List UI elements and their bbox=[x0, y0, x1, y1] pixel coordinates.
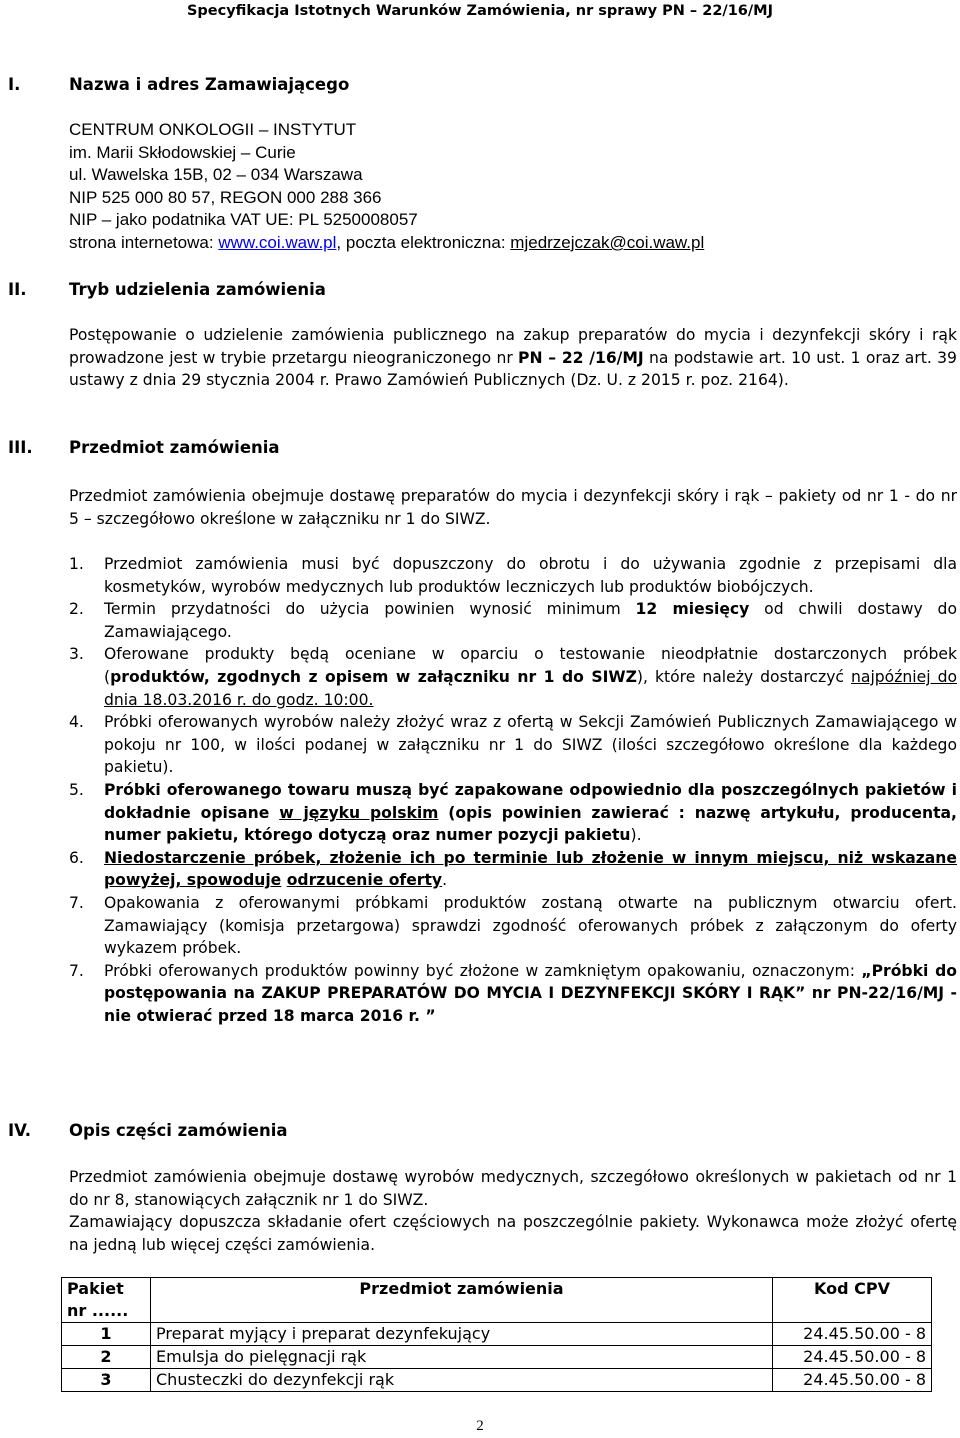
email-link[interactable]: mjedrzejczak@coi.waw.pl bbox=[510, 232, 705, 252]
cell-cpv: 24.45.50.00 - 8 bbox=[773, 1346, 932, 1369]
cell-cpv: 24.45.50.00 - 8 bbox=[773, 1323, 932, 1346]
cell-package-nr: 3 bbox=[62, 1369, 151, 1392]
section-2-title: Tryb udzielenia zamówienia bbox=[69, 280, 326, 299]
table-header-row bbox=[62, 1278, 932, 1323]
cell-package-nr: 2 bbox=[62, 1346, 151, 1369]
address-block bbox=[69, 119, 704, 255]
cell-subject: Preparat myjący i preparat dezynfekujący bbox=[151, 1323, 773, 1346]
list-item: 2. Termin przydatności do użycia powinien wynosić minimum 12 miesięcy od chwili dostawy do Zamawiającego. bbox=[69, 600, 957, 641]
running-header: Specyfikacja Istotnych Warunków Zamówienia, nr sprawy PN – 22/16/MJ bbox=[186, 3, 774, 19]
cell-package-nr: 1 bbox=[62, 1323, 151, 1346]
requirements-list bbox=[69, 553, 957, 1027]
header-package-nr: Pakiet nr ...... bbox=[62, 1278, 151, 1323]
cell-subject: Emulsja do pielęgnacji rąk bbox=[151, 1346, 773, 1369]
address-line: NIP – jako podatnika VAT UE: PL 5250008057 bbox=[69, 210, 418, 230]
page-number: 2 bbox=[476, 1418, 484, 1434]
section-4-paragraph: Przedmiot zamówienia obejmuje dostawę wyrobów medycznych, szczegółowo określonych w pakietach od nr 1 do nr 8, stanowiących załącznik nr 1 do SIWZ. Zamawiający dopuszcza składanie ofert częściowych na poszczególnie pakiety. Wykonawca może złożyć ofertę na jedną lub więcej części zamówienia. bbox=[69, 1168, 957, 1254]
address-line: ul. Wawelska 15B, 02 – 034 Warszawa bbox=[69, 165, 363, 185]
case-number: PN – 22 /16/MJ bbox=[518, 348, 644, 367]
table-row bbox=[62, 1323, 932, 1346]
address-line: CENTRUM ONKOLOGII – INSTYTUT bbox=[69, 120, 357, 139]
table-row bbox=[62, 1369, 932, 1392]
cell-subject: Chusteczki do dezynfekcji rąk bbox=[151, 1369, 773, 1392]
section-4-number: IV. bbox=[8, 1121, 32, 1140]
web-label: strona internetowa: bbox=[69, 232, 219, 252]
list-item: 7. Opakowania z oferowanymi próbkami produktów zostaną otwarte na publicznym otwarciu ofert. Zamawiający (komisja przetargowa) sprawdzi zgodność oferowanych próbek z załączonym do oferty wykazem próbek. bbox=[69, 893, 957, 958]
header-cpv: Kod CPV bbox=[773, 1278, 932, 1323]
section-2-number: II. bbox=[8, 280, 27, 299]
list-item: 1. Przedmiot zamówienia musi być dopuszczony do obrotu i do używania zgodnie z przepisami dla kosmetyków, wyrobów medycznych lub produktów leczniczych lub produktów biobójczych. bbox=[69, 555, 957, 596]
packages-table bbox=[61, 1277, 932, 1392]
section-3-title: Przedmiot zamówienia bbox=[69, 438, 280, 457]
address-line: im. Marii Skłodowskiej – Curie bbox=[69, 142, 296, 162]
section-3-number: III. bbox=[8, 438, 33, 457]
address-line: NIP 525 000 80 57, REGON 000 288 366 bbox=[69, 187, 382, 207]
list-item: 3. Oferowane produkty będą oceniane w oparciu o testowanie nieodpłatnie dostarczonych próbek (produktów, zgodnych z opisem w załączniku nr 1 do SIWZ), które należy dostarczyć najpóźniej do dnia 18.03.2016 r. do godz. 10:00. bbox=[69, 645, 958, 709]
list-item: 5. Próbki oferowanego towaru muszą być zapakowane odpowiednio dla poszczególnych pakietów i dokładnie opisane w języku polskim (opis powinien zawierać : nazwę artykułu, producenta, numer pakietu, którego dotyczą oraz numer pozycji pakietu). bbox=[69, 780, 957, 845]
section-4-title: Opis części zamówienia bbox=[69, 1121, 288, 1140]
section-3-intro: Przedmiot zamówienia obejmuje dostawę preparatów do mycia i dezynfekcji skóry i rąk – pakiety od nr 1 - do nr 5 – szczegółowo określone w załączniku nr 1 do SIWZ. bbox=[69, 487, 957, 528]
list-item: 6. Niedostarczenie próbek, złożenie ich po terminie lub złożenie w innym miejscu, niż wskazane powyżej, spowoduje odrzucenie oferty. bbox=[69, 848, 957, 890]
section-2-paragraph: Postępowanie o udzielenie zamówienia publicznego na zakup preparatów do mycia i dezynfekcji skóry i rąk prowadzone jest w trybie przetargu nieograniczonego nr PN – 22 /16/MJ na podstawie art. 10 ust. 1 oraz art. 39 ustawy z dnia 29 stycznia 2004 r. Prawo Zamówień Publicznych (Dz. U. z 2015 r. poz. 2164). bbox=[69, 326, 957, 390]
cell-cpv: 24.45.50.00 - 8 bbox=[773, 1369, 932, 1392]
section-1-title: Nazwa i adres Zamawiającego bbox=[69, 75, 350, 94]
list-item: 7. Próbki oferowanych produktów powinny być złożone w zamkniętym opakowaniu, oznaczonym: „Próbki do postępowania na ZAKUP PREPARATÓW DO MYCIA I DEZYNFEKCJI SKÓRY I RĄK” nr PN-22/16/MJ - nie otwierać przed 18 marca 2016 r. ” bbox=[69, 961, 957, 1025]
mail-label: , poczta elektroniczna: bbox=[336, 232, 511, 252]
table-row bbox=[62, 1346, 932, 1369]
website-link[interactable]: www.coi.waw.pl bbox=[218, 232, 337, 252]
list-item: 4. Próbki oferowanych wyrobów należy złożyć wraz z ofertą w Sekcji Zamówień Publicznych Zamawiającego w pokoju nr 100, w ilości podanej w załączniku nr 1 do SIWZ (ilości szczegółowo określone dla każdego pakietu). bbox=[69, 713, 957, 777]
header-subject: Przedmiot zamówienia bbox=[151, 1278, 773, 1323]
section-1-number: I. bbox=[8, 75, 21, 94]
contact-line bbox=[69, 232, 704, 255]
